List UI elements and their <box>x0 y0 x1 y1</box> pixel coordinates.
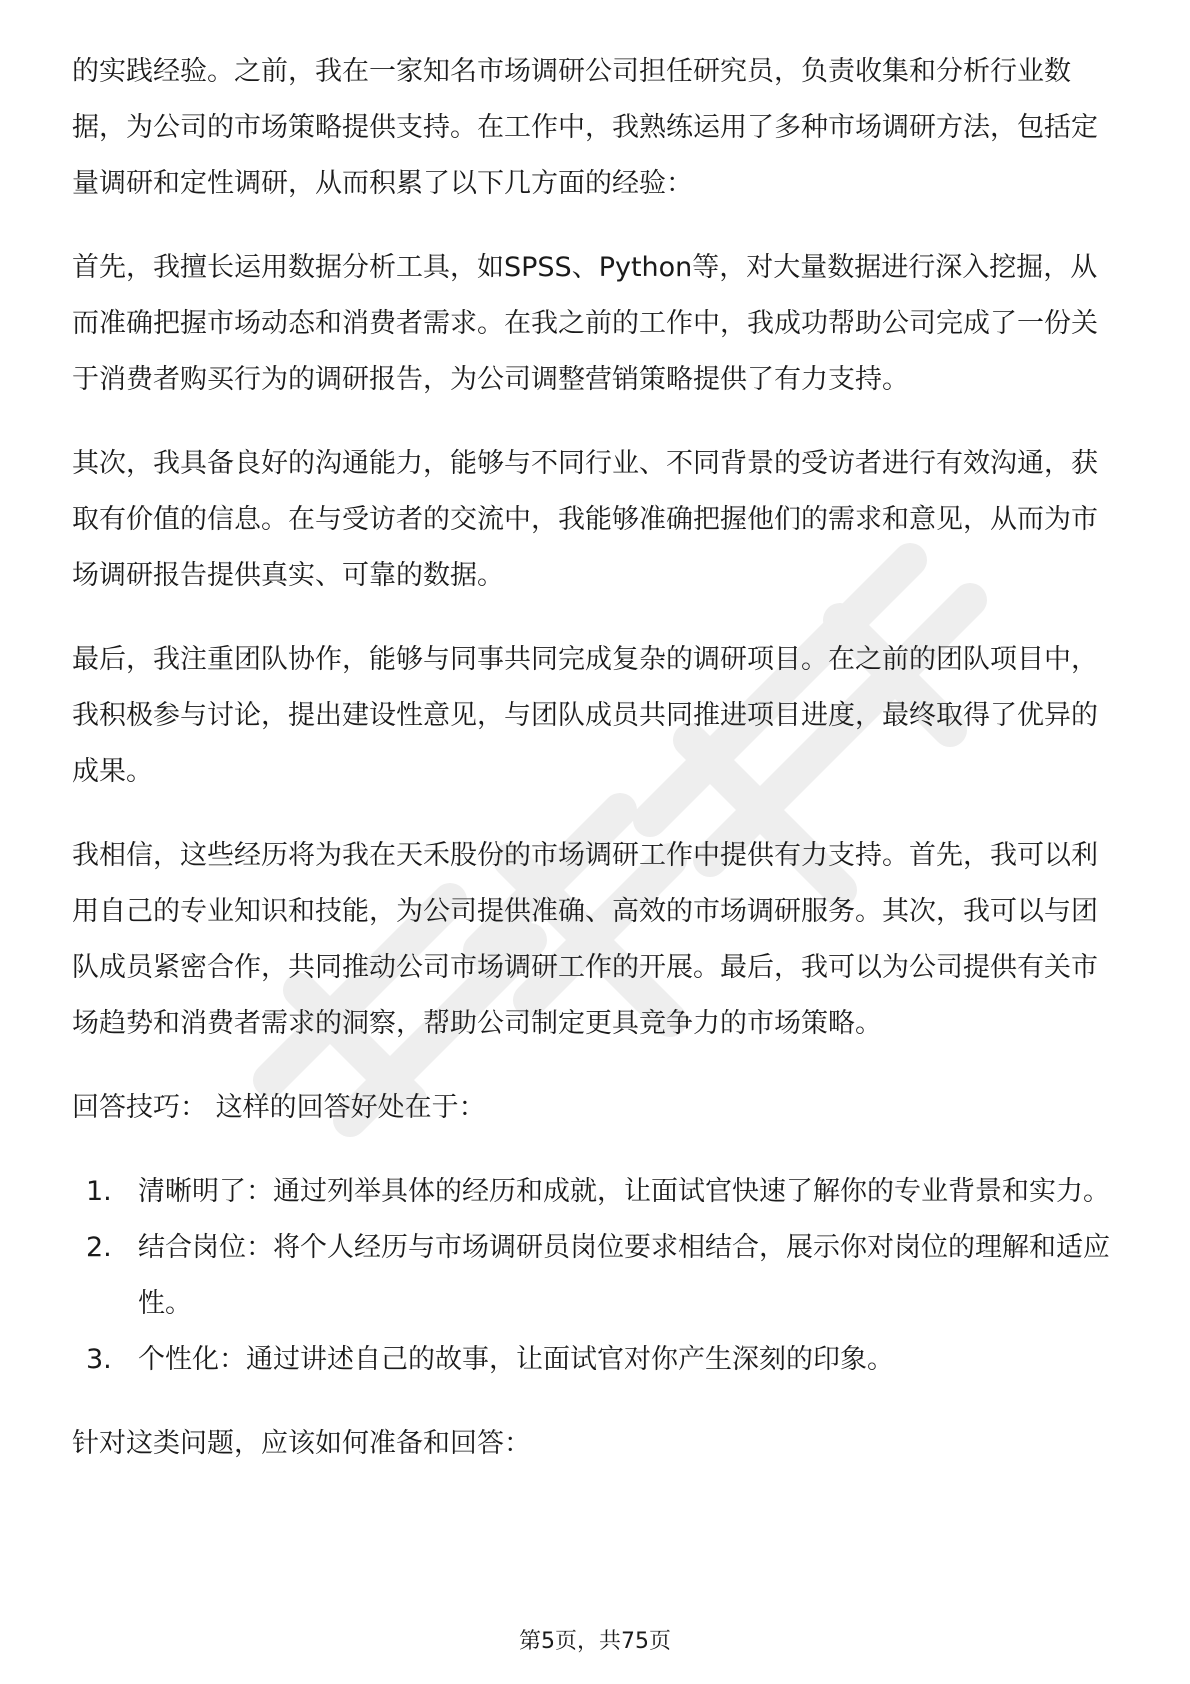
document-body <box>72 44 1118 1500</box>
page-number: 第5页，共75页 <box>519 1629 671 1654</box>
list-item <box>86 1332 1118 1388</box>
list-item-number: 1. <box>86 1176 112 1207</box>
paragraph-communication: 其次，我具备良好的沟通能力，能够与不同行业、不同背景的受访者进行有效沟通，获取有价值的信息。在与受访者的交流中，我能够准确把握他们的需求和意见，从而为市场调研报告提供真实、可靠的数据。 <box>72 448 1098 591</box>
list-item-number: 2. <box>86 1232 112 1263</box>
list-item <box>86 1164 1118 1220</box>
tips-list <box>72 1164 1118 1388</box>
paragraph-conclusion: 我相信，这些经历将为我在天禾股份的市场调研工作中提供有力支持。首先，我可以利用自己的专业知识和技能，为公司提供准确、高效的市场调研服务。其次，我可以与团队成员紧密合作，共同推动公司市场调研工作的开展。最后，我可以为公司提供有关市场趋势和消费者需求的洞察，帮助公司制定更具竞争力的市场策略。 <box>72 840 1098 1039</box>
paragraph-data-analysis: 首先，我擅长运用数据分析工具，如SPSS、Python等，对大量数据进行深入挖掘，从而准确把握市场动态和消费者需求。在我之前的工作中，我成功帮助公司完成了一份关于消费者购买行为的调研报告，为公司调整营销策略提供了有力支持。 <box>72 252 1098 395</box>
paragraph-experience-intro: 的实践经验。之前，我在一家知名市场调研公司担任研究员，负责收集和分析行业数据，为公司的市场策略提供支持。在工作中，我熟练运用了多种市场调研方法，包括定量调研和定性调研，从而积累了以下几方面的经验： <box>72 56 1098 199</box>
tips-heading: 回答技巧： 这样的回答好处在于： <box>72 1092 486 1123</box>
closing-question: 针对这类问题，应该如何准备和回答： <box>72 1428 531 1459</box>
list-item-text: 清晰明了：通过列举具体的经历和成就，让面试官快速了解你的专业背景和实力。 <box>138 1176 1110 1207</box>
list-item-number: 3. <box>86 1344 112 1375</box>
list-item-text: 个性化：通过讲述自己的故事，让面试官对你产生深刻的印象。 <box>138 1344 894 1375</box>
list-item <box>86 1220 1118 1332</box>
paragraph-teamwork: 最后，我注重团队协作，能够与同事共同完成复杂的调研项目。在之前的团队项目中，我积极参与讨论，提出建设性意见，与团队成员共同推进项目进度，最终取得了优异的成果。 <box>72 644 1098 787</box>
list-item-text: 结合岗位：将个人经历与市场调研员岗位要求相结合，展示你对岗位的理解和适应性。 <box>138 1232 1110 1319</box>
